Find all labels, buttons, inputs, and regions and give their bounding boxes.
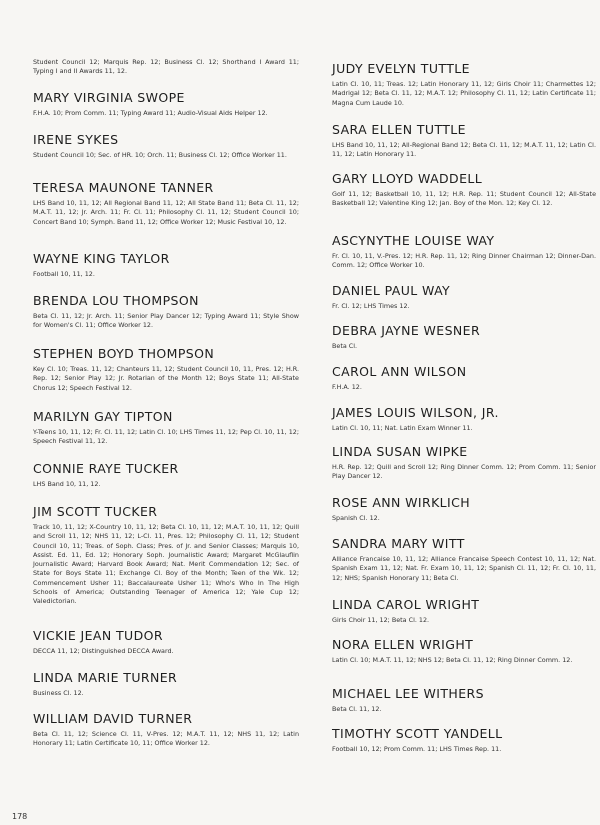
senior-activities: Student Council 10; Sec. of HR. 10; Orch. 11; Business Cl. 12; Office Worker 11.	[33, 151, 287, 159]
senior-name: ROSE ANN WIRKLICH	[332, 495, 471, 510]
senior-name: MICHAEL LEE WITHERS	[332, 686, 484, 701]
senior-name: TIMOTHY SCOTT YANDELL	[332, 726, 503, 741]
senior-activities: F.H.A. 12.	[332, 383, 362, 391]
senior-activities: Latin Cl. 10, 11; Treas. 12; Latin Honorary 11, 12; Girls Choir 11; Charmettes 12; Madrigal 12; Beta Cl. 11, 12; M.A.T. 12; Philosophy Cl. 11, 12; Latin Certificate 11; Magna Cum Laude 10.	[332, 80, 596, 107]
senior-activities: Football 10, 12; Prom Comm. 11; LHS Times Rep. 11.	[332, 745, 502, 753]
senior-entry	[332, 495, 596, 523]
senior-name: LINDA MARIE TURNER	[33, 670, 178, 685]
senior-activities: Track 10, 11, 12; X-Country 10, 11, 12; Beta Cl. 10, 11, 12; M.A.T. 10, 11, 12; Quill and Scroll 11, 12; NHS 11, 12; L-Cl. 11, Pres. 12; Philosophy Cl. 11, 12; Student Council 10, 11; Treas. of Soph. Class; Pres. of Jr. and Senior Classes; Marquis 10, Assist. Ed. 11, Ed. 12; Honorary Soph. Journalistic Award; Margaret McGlauflin Journalistic Award; Harvard Book Award; Nat. Merit Commendation 12; Sec. of State for Boys State 11; Exchange Cl. Boy of the Month; Teen of the Wk. 12; Commencement Usher 11; Baccalaureate Usher 11; Who's Who In The High Schools of America; Outstanding Teenager of America 12; Yale Cup 12; Valedictorian.	[33, 523, 299, 606]
senior-activities: Fr. Cl. 12; LHS Times 12.	[332, 302, 410, 310]
senior-entry	[33, 346, 299, 393]
senior-entry	[332, 726, 596, 754]
senior-name: DANIEL PAUL WAY	[332, 283, 451, 298]
senior-entry	[332, 122, 596, 160]
senior-activities: Business Cl. 12.	[33, 689, 84, 697]
senior-activities: LHS Band 10, 11, 12.	[33, 480, 101, 488]
continued-entry	[33, 58, 299, 77]
senior-name: BRENDA LOU THOMPSON	[33, 293, 199, 308]
senior-activities: LHS Band 10, 11, 12; All Regional Band 11, 12; All State Band 11; Beta Cl. 11, 12; M.A.T. 11, 12; Jr. Arch. 11; Fr. Cl. 11; Philosophy Cl. 11, 12; Student Council 10; Concert Band 10; Symph. Band 11, 12; Office Worker 12; Music Festival 10, 12.	[33, 199, 299, 226]
senior-entry	[33, 409, 299, 447]
senior-entry	[332, 171, 596, 209]
senior-entry	[33, 670, 299, 698]
senior-activities: Beta Cl.	[332, 342, 358, 350]
senior-name: MARY VIRGINIA SWOPE	[33, 90, 185, 105]
senior-name: CONNIE RAYE TUCKER	[33, 461, 179, 476]
senior-activities: Football 10, 11, 12.	[33, 270, 95, 278]
senior-entry	[332, 686, 596, 714]
page-number: 178	[12, 812, 28, 821]
senior-entry	[33, 461, 299, 489]
senior-activities: LHS Band 10, 11, 12; All-Regional Band 12; Beta Cl. 11, 12; M.A.T. 11, 12; Latin Cl. 11, 12; Latin Honorary 11.	[332, 141, 596, 159]
senior-entry	[332, 283, 596, 311]
senior-name: IRENE SYKES	[33, 132, 119, 147]
senior-entry	[332, 364, 596, 392]
senior-name: GARY LLOYD WADDELL	[332, 171, 483, 186]
senior-entry	[33, 90, 299, 118]
senior-entry	[33, 132, 299, 160]
senior-name: JAMES LOUIS WILSON, JR.	[332, 405, 499, 420]
senior-activities: Beta Cl. 11, 12.	[332, 705, 382, 713]
senior-activities: Beta Cl. 11, 12; Science Cl. 11, V-Pres. 12; M.A.T. 11, 12; NHS 11, 12; Latin Honorary 11; Latin Certificate 10, 11; Office Worker 12.	[33, 730, 299, 748]
senior-activities: Latin Cl. 10, 11; Nat. Latin Exam Winner 11.	[332, 424, 473, 432]
senior-name: ASCYNYTHE LOUISE WAY	[332, 233, 495, 248]
senior-entry	[332, 405, 596, 433]
senior-name: NORA ELLEN WRIGHT	[332, 637, 474, 652]
senior-activities: H.R. Rep. 12; Quill and Scroll 12; Ring Dinner Comm. 12; Prom Comm. 11; Senior Play Dancer 12.	[332, 463, 596, 481]
senior-entry	[33, 504, 299, 607]
senior-entry	[33, 251, 299, 279]
senior-name: DEBRA JAYNE WESNER	[332, 323, 481, 338]
senior-name: VICKIE JEAN TUDOR	[33, 628, 163, 643]
senior-activities: Golf 11, 12; Basketball 10, 11, 12; H.R. Rep. 11; Student Council 12; All-State Basketball 12; Valentine King 12; Jan. Boy of the Mon. 12; Key Cl. 12.	[332, 190, 596, 208]
senior-entry	[332, 61, 596, 108]
senior-activities: Beta Cl. 11, 12; Jr. Arch. 11; Senior Play Dancer 12; Typing Award 11; Style Show for Women's Cl. 11; Office Worker 12.	[33, 312, 299, 330]
senior-name: STEPHEN BOYD THOMPSON	[33, 346, 215, 361]
senior-name: LINDA CAROL WRIGHT	[332, 597, 480, 612]
senior-name: JIM SCOTT TUCKER	[33, 504, 158, 519]
senior-entry	[33, 628, 299, 656]
continued-entry-text: Student Council 12; Marquis Rep. 12; Business Cl. 12; Shorthand I Award 11; Typing I and II Awards 11, 12.	[33, 58, 299, 76]
senior-entry	[332, 536, 596, 583]
senior-name: MARILYN GAY TIPTON	[33, 409, 173, 424]
senior-activities: F.H.A. 10; Prom Comm. 11; Typing Award 11; Audio-Visual Aids Helper 12.	[33, 109, 268, 117]
senior-activities: Spanish Cl. 12.	[332, 514, 380, 522]
senior-entry	[33, 293, 299, 331]
senior-entry	[33, 711, 299, 749]
senior-entry	[332, 323, 596, 351]
senior-name: WAYNE KING TAYLOR	[33, 251, 170, 266]
senior-activities: Latin Cl. 10; M.A.T. 11, 12; NHS 12; Beta Cl. 11, 12; Ring Dinner Comm. 12.	[332, 656, 573, 664]
senior-activities: Key Cl. 10; Treas. 11, 12; Chanteurs 11, 12; Student Council 10, 11, Pres. 12; H.R. Rep. 12; Senior Play 12; Jr. Rotarian of the Month 12; Boys State 11; All-State Chorus 12; Speech Festival 12.	[33, 365, 299, 392]
senior-activities: Y-Teens 10, 11, 12; Fr. Cl. 11, 12; Latin Cl. 10; LHS Times 11, 12; Pep Cl. 10, 11, 12; Speech Festival 11, 12.	[33, 428, 299, 446]
senior-name: SARA ELLEN TUTTLE	[332, 122, 466, 137]
senior-entry	[332, 597, 596, 625]
senior-entry	[332, 637, 596, 665]
senior-activities: Girls Choir 11, 12; Beta Cl. 12.	[332, 616, 430, 624]
senior-name: JUDY EVELYN TUTTLE	[332, 61, 470, 76]
senior-entry	[332, 233, 596, 271]
senior-name: SANDRA MARY WITT	[332, 536, 465, 551]
senior-activities: DECCA 11, 12; Distinguished DECCA Award.	[33, 647, 174, 655]
senior-name: LINDA SUSAN WIPKE	[332, 444, 468, 459]
senior-entry	[33, 180, 299, 227]
senior-entry	[332, 444, 596, 482]
senior-name: CAROL ANN WILSON	[332, 364, 467, 379]
senior-activities: Fr. Cl. 10, 11, V.-Pres. 12; H.R. Rep. 11, 12; Ring Dinner Chairman 12; Dinner-Dan. Comm. 12; Office Worker 10.	[332, 252, 596, 270]
senior-name: WILLIAM DAVID TURNER	[33, 711, 193, 726]
senior-activities: Alliance Francaise 10, 11, 12; Alliance Francaise Speech Contest 10, 11, 12; Nat. Spanish Exam 11, 12; Nat. Fr. Exam 10, 11, 12; Spanish Cl. 11, 12; Fr. Cl. 10, 11, 12; NHS; Spanish Honorary 11; Beta Cl.	[332, 555, 596, 582]
senior-name: TERESA MAUNONE TANNER	[33, 180, 214, 195]
